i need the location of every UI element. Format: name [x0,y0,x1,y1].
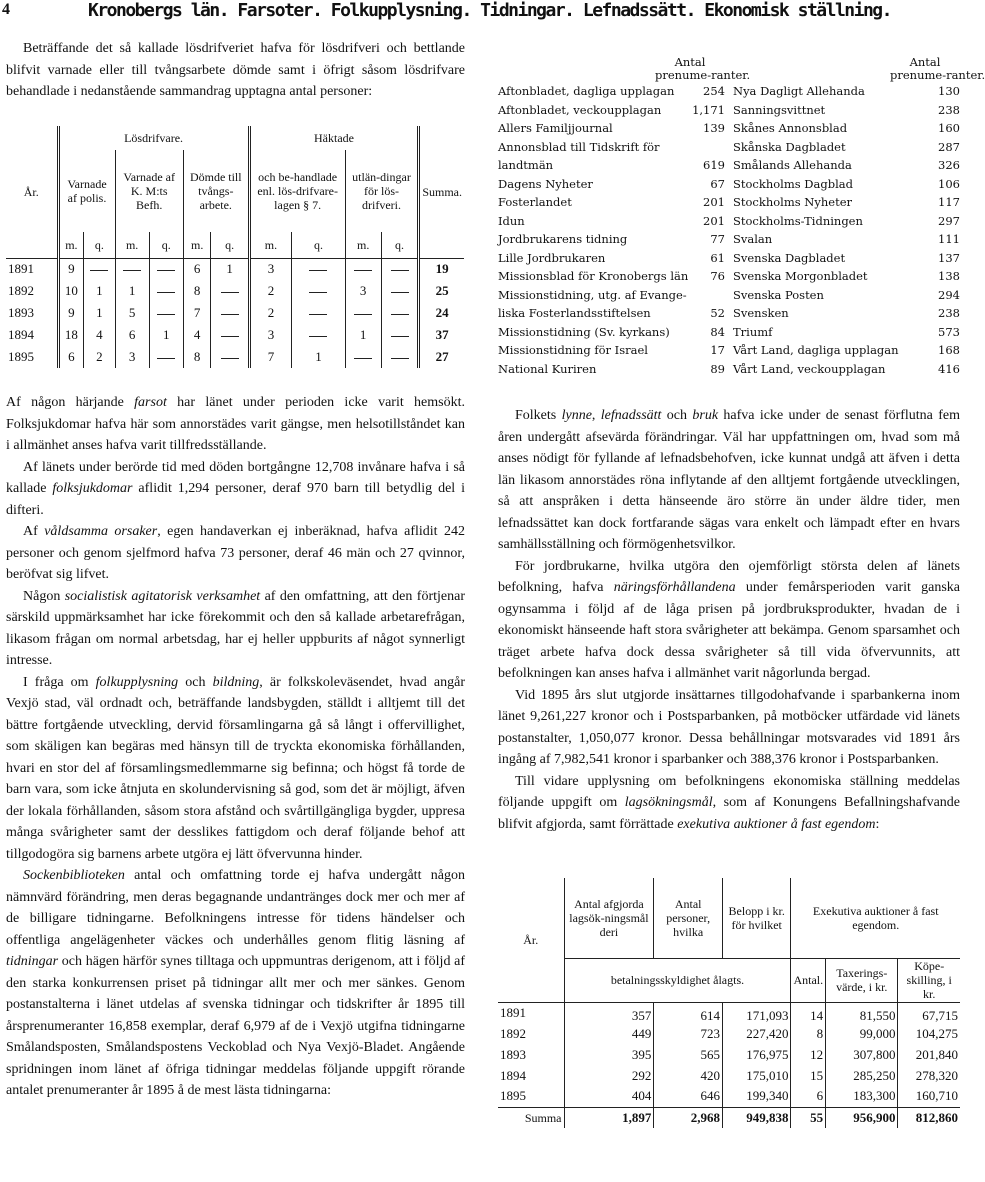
newspaper-name: Svensken [733,306,789,320]
newspaper-name: Stockholms-Tidningen [733,213,863,228]
t1-value-cell: 6 [115,324,149,346]
newspaper-row [733,267,960,286]
t2-head-kop: Köpe-skilling, i kr. [898,958,960,1002]
t1-head-m: m. [249,232,292,258]
para-sparbanker: Vid 1895 års slut utgjorde insättarnes tillgodohafvande i sparbankerna inom länet 9,261,227 kronor och i Postsparbanken, på motböcker utfärdade vid länets postanstalter, 1,050,077 kronor. Dessa behållningar motsvarades vid 1891 års ingång af 7,982,541 kronor i sparbanker och 388,376 kronor i Postsparbanken. [498,687,960,767]
t1-value-cell: 7 [249,346,292,368]
newspaper-name: Skånska Dagbladet [733,139,846,154]
t1-head-varnade-km: Varnade af K. M:ts Befh. [115,150,183,232]
t1-value-cell [149,280,183,302]
newspaper-row [498,323,725,342]
t1-sum-cell: 24 [419,302,464,324]
newspaper-name: Svalan [733,232,773,246]
t1-value-cell: 8 [183,280,211,302]
t2-value-cell: 14 [791,1002,826,1023]
t2-value-cell: 420 [654,1065,723,1086]
para-farsot: Af någon härjande farsot har länet under perioden icke varit hemsökt. Folksjukdomar hafva här som annorstädes varit gängse, men helsotillståndet kan i allmänhet anses hafva varit tillfredsställande. [6,395,465,453]
newspaper-count: 137 [938,250,960,265]
t2-value-cell: 176,975 [722,1044,791,1065]
table-row [6,258,464,280]
t2-head-belopp: Belopp i kr. för hvilket [722,878,791,958]
newspaper-head-left [498,40,751,82]
newspaper-row [733,360,960,379]
t1-head-q: q. [84,232,115,258]
newspaper-count: 130 [938,84,960,98]
t2-value-cell: 292 [564,1065,654,1086]
newspaper-count: 89 [710,361,725,376]
newspaper-name: Allers Familjjournal [498,121,613,135]
t1-year-cell: 1891 [8,261,34,277]
newspaper-name: Smålands Allehanda [733,158,852,172]
newspaper-row [733,156,960,175]
para-socialistisk: Någon socialistisk agitatorisk verksamhet af den omfattning, att den förtjenar särskild uppmärksamhet har icke förekommit och den så kallade arbetarefrågan, likasom frågan om normal arbetsdag, har ej heller uppburits af något synnerligt intresse. [6,588,465,668]
t1-head-q: q. [292,232,345,258]
t1-value-cell: 1 [115,280,149,302]
newspaper-count: 297 [938,213,960,228]
t1-head-domde: Dömde till tvångs-arbete. [183,150,249,232]
t2-value-cell: 307,800 [826,1044,898,1065]
newspaper-row [498,138,725,157]
t1-value-cell [211,346,249,368]
newspaper-count: 138 [938,269,960,283]
t1-value-cell [149,346,183,368]
table-row [6,302,464,324]
head-prenum: prenume-ranter. [655,68,751,82]
t2-value-cell: 646 [654,1086,723,1107]
t1-head-m: m. [115,232,149,258]
newspaper-name: Missionstidning, utg. af Evange- [498,287,687,302]
newspaper-row [498,230,725,249]
t1-value-cell: 3 [115,346,149,368]
newspaper-list-left [498,40,751,378]
t2-sum-cell: 956,900 [826,1107,898,1128]
newspaper-head-right [733,40,985,82]
newspaper-row [498,82,725,101]
t1-value-cell: 2 [249,302,292,324]
newspaper-row [498,286,725,305]
right-body-text [498,405,960,835]
t2-value-cell: 395 [564,1044,654,1065]
page-number: 4 [2,1,10,18]
t1-head-q: q. [211,232,249,258]
t1-value-cell: 3 [249,324,292,346]
newspaper-row [733,341,960,360]
newspaper-count: 77 [710,232,725,246]
newspaper-count: 1,171 [692,102,725,117]
newspaper-row [733,175,960,194]
newspaper-count: 294 [938,287,960,302]
t1-value-cell [292,280,345,302]
newspaper-name: Aftonbladet, dagliga upplagan [498,84,675,98]
table-row [6,324,464,346]
t1-value-cell: 7 [183,302,211,324]
lawsuit-auction-table [498,878,960,1128]
para-sockenbibliotek: Sockenbiblioteken antal och omfattning torde ej hafva undergått någon nämnvärd förändring, men deras begagnande undantränges dock mer och mer af de billigare tidningarne. Befolkningens intresse för tidens händelser och offentliga angelägenheter väckes och underhålles genom flitig läsning af tidningar och hägen härför synes tilltaga och uppmuntras derigenom, att i följd af den starka konkurrensen priset på tidningar allt mer och mer sänkes. Genom postanstalterna i länet utdelas af svenska tidningar och tidskrifter år 1895 till årsprenumeranter 16,858 exemplar, deraf 6,979 af de i Vexjö utgifna tidningarne Smålandsposten, Smålandspostens Veckoblad och Nya Vexjö-Bladet. Angående spridningen inom länet af öfriga tidningar meddelas följande uppgift rörande antalet prenumeranter år 1895 å de mest lästa tidningarna: [6,868,465,1098]
t1-value-cell: 9 [58,302,84,324]
t2-value-cell: 6 [791,1086,826,1107]
t1-value-cell [149,258,183,280]
t1-year-cell: 1892 [8,283,34,298]
t1-value-cell [345,258,381,280]
t1-value-cell [345,346,381,368]
newspaper-count [697,138,725,157]
newspaper-count: 106 [938,176,960,191]
newspaper-count: 238 [938,306,960,320]
newspaper-row [733,119,960,138]
t1-value-cell: 10 [58,280,84,302]
t2-year-cell: 1894 [500,1067,526,1083]
t2-sum-label: Summa [498,1107,564,1128]
newspaper-name: National Kuriren [498,361,597,376]
newspaper-row [498,101,725,120]
para-lefnadssatt: Folkets lynne, lefnadssätt och bruk hafva icke under de senast förflutna fem åren undergått afsevärda förändringar. Väl har uppfattningen om, hvad som må anses nödigt för fyllande af lefnadsbehofven, icke kunnat undgå att äfven i detta län likasom annorstädes röna inflytande af den alltjemt fortgående utvecklingen, så att anspråken i detta hänseende äro större än under äldre tider, men lefnadssättet kan dock fortfarande sägas vara enkelt och lämpadt efter en hvars samhällsställning och förmögenhetsvilkor. [498,408,961,552]
newspaper-list-right [733,40,985,378]
t1-head-varnade-polis: Varnade af polis. [58,150,115,232]
t2-value-cell: 614 [654,1002,723,1023]
newspaper-name: Svenska Dagbladet [733,250,846,265]
t1-value-cell [292,324,345,346]
t2-value-cell: 99,000 [826,1023,898,1044]
t1-head-year: År. [23,184,39,199]
newspaper-count: 61 [710,250,725,265]
t1-head-q: q. [149,232,183,258]
t1-value-cell: 3 [249,258,292,280]
intro-text: Beträffande det så kallade lösdrifveriet hafva för lösdrifveri och bettlande blifvit varnade eller till tvångsarbete dömde samt i öfrigt såsom lösdrifvare behandlade i nedanstående sammandrag upptagna antal personer: [6,41,465,99]
t1-value-cell [381,346,419,368]
para-valdsamma: Af våldsamma orsaker, egen handaverkan ej inberäknad, hafva aflidit 242 personer och genom sjelfmord hafva 73 personer, deraf 46 män och 27 qvinnor, beröfvat sig lifvet. [6,524,465,582]
t2-head-personer: Antal personer, hvilka [654,878,723,958]
newspaper-row [498,175,725,194]
t1-value-cell [381,280,419,302]
t1-value-cell [211,324,249,346]
t1-value-cell: 8 [183,346,211,368]
t1-value-cell [292,258,345,280]
newspaper-row [733,230,960,249]
running-title: Kronobergs län. Farsoter. Folkupplysning. Tidningar. Lefnadssätt. Ekonomisk ställning. [88,0,891,21]
table-row [6,280,464,302]
t1-sum-cell: 37 [419,324,464,346]
t2-value-cell: 183,300 [826,1086,898,1107]
newspaper-name: landtmän [498,158,554,172]
t1-value-cell: 1 [149,324,183,346]
newspaper-row [498,119,725,138]
t2-head-year: År. [523,932,539,947]
newspaper-name: Skånes Annonsblad [733,121,848,135]
newspaper-row [498,212,725,231]
newspaper-row [498,249,725,268]
t1-value-cell: 4 [84,324,115,346]
t2-head-betal: betalningsskyldighet ålagts. [564,958,791,1002]
t2-sum-row [498,1107,960,1128]
newspaper-name: Svenska Posten [733,287,824,302]
t1-value-cell [381,258,419,280]
t1-sum-cell: 19 [419,258,464,280]
t2-value-cell: 12 [791,1044,826,1065]
t1-value-cell: 2 [84,346,115,368]
t1-value-cell: 1 [292,346,345,368]
t1-head-summa: Summa. [419,126,464,258]
t2-year-cell: 1895 [500,1088,526,1104]
t2-value-cell: 171,093 [722,1002,791,1023]
t2-value-cell: 565 [654,1044,723,1065]
head-antal-2: Antal [909,55,941,69]
t1-head-m: m. [183,232,211,258]
newspaper-row [498,360,725,379]
newspaper-name: Nya Dagligt Allehanda [733,84,865,98]
intro-paragraph [6,38,465,103]
t2-value-cell: 81,550 [826,1002,898,1023]
head-prenum-2: prenume-ranter. [890,68,985,82]
newspaper-count: 201 [703,195,725,209]
t2-head-antal: Antal. [791,958,826,1002]
table-row [498,1002,960,1023]
newspaper-name: Aftonbladet, veckoupplagan [498,102,662,117]
newspaper-row [733,304,960,323]
newspaper-name: Fosterlandet [498,195,572,209]
newspaper-name: Lille Jordbrukaren [498,250,606,265]
newspaper-count: 254 [703,84,725,98]
para-jordbrukarne: För jordbrukarne, hvilka utgöra den ojemförligt största delen af länets befolkning, hafva näringsförhållandena under femårsperioden varit ganska ogynsamma i följd af de låga prisen på jordbruksprodukter, hvadan de i ekonomiskt hänseende haft stora svårigheter att bekämpa. Genom sparsamhet och träget arbete hafva dock dessa svårigheter så till vida öfvervunnits, att befolkningen kan anses hafva i allmänhet varit någorlunda bergad. [498,558,960,681]
t2-value-cell: 357 [564,1002,654,1023]
table-row [498,1044,960,1065]
newspaper-count: 160 [938,121,960,135]
t1-value-cell: 3 [345,280,381,302]
head-antal: Antal [674,55,706,69]
t2-head-exek: Exekutiva auktioner å fast egendom. [791,878,960,958]
newspaper-count: 326 [938,158,960,172]
newspaper-row [498,156,725,175]
t2-year-cell: 1892 [500,1025,526,1041]
newspaper-row [733,82,960,101]
table-row [498,1086,960,1107]
para-lagsokning: Till vidare upplysning om befolkningens ekonomiska ställning meddelas följande uppgift om lagsökningsmål, som af Konungens Befallningshafvande blifvit afgjorda, samt förrättade exekutiva auktioner å fast egendom: [498,773,960,832]
t1-sum-cell: 27 [419,346,464,368]
newspaper-row [733,101,960,120]
t2-value-cell: 278,320 [898,1065,960,1086]
t2-value-cell: 723 [654,1023,723,1044]
left-body-text [6,392,465,1102]
newspaper-count: 117 [938,195,960,209]
newspaper-name: Stockholms Dagblad [733,176,853,191]
newspaper-count: 139 [703,121,725,135]
newspaper-row [733,193,960,212]
para-folksjukdomar: Af länets under berörde tid med döden bortgångne 12,708 invånare hafva i så kallade folksjukdomar aflidit 1,294 personer, deraf 970 barn till betydlig del i difteri. [6,459,466,518]
newspaper-row [733,323,960,342]
newspaper-name: Annonsblad till Tidskrift för [498,139,660,154]
para-folkupplysning: I fråga om folkupplysning och bildning, är folkskoleväsendet, hvad angår Vexjö stad, väl ordnadt och, beträffande landsbygden, ställdt i alltjemt till det bättre fortgående utveckling, dervid församlingarna gå så långt i offervillighet, som skäligen kan begäras med hänsyn till de tryckta ekonomiska förhållanden, hvari en stor del af församlingsmedlemmarne sig befinna; och högst få torde de barn vara, som icke åtnjuta en skolundervisning så god, som det är möjligt, äfven der lokala förhållanden, såsom stora afstånd och svårtillgängliga bygder, uppresa många svårigheter samt der desslikes fattigdom och deraf följande behof att tillgodogöra sig barnens arbete utgöra ej lätt öfvervunna hinder. [6,674,465,862]
newspaper-row [498,341,725,360]
t1-value-cell: 1 [84,280,115,302]
t2-sum-cell: 1,897 [564,1107,654,1128]
t2-value-cell: 199,340 [722,1086,791,1107]
newspaper-name: Svenska Morgonbladet [733,269,868,283]
t1-value-cell: 1 [345,324,381,346]
t1-year-cell: 1895 [8,349,34,364]
newspaper-count: 573 [938,324,960,339]
t2-sum-cell: 55 [791,1107,826,1128]
newspaper-name: Sanningsvittnet [733,102,826,117]
newspaper-row [733,286,960,305]
t2-value-cell: 285,250 [826,1065,898,1086]
t1-value-cell: 9 [58,258,84,280]
t1-sum-cell: 25 [419,280,464,302]
table-row [498,1065,960,1086]
t1-value-cell [345,302,381,324]
t1-value-cell [211,302,249,324]
t1-year-cell: 1894 [8,327,34,342]
newspaper-name: Missionsblad för Kronobergs län [498,269,689,283]
newspaper-row [733,249,960,268]
t1-value-cell: 1 [211,258,249,280]
t2-year-cell: 1893 [500,1046,526,1062]
t2-sum-cell: 2,968 [654,1107,723,1128]
newspaper-count [697,286,725,305]
t2-head-afgjorda: Antal afgjorda lagsök-ningsmål deri [564,878,654,958]
newspaper-count: 76 [710,269,725,283]
newspaper-name: Stockholms Nyheter [733,195,852,209]
table-row [6,346,464,368]
t2-value-cell: 8 [791,1023,826,1044]
newspaper-row [498,304,725,323]
t1-value-cell: 6 [58,346,84,368]
vagrancy-table [6,126,464,368]
newspaper-count: 111 [938,232,960,246]
newspaper-row [498,193,725,212]
newspaper-name: Vårt Land, dagliga upplagan [733,343,899,357]
newspaper-count: 619 [703,158,725,172]
t1-head-group-losdrifvare: Lösdrifvare. [58,126,249,150]
newspaper-name: liska Fosterlandsstiftelsen [498,306,651,320]
t1-head-q: q. [381,232,419,258]
t1-head-m: m. [58,232,84,258]
t1-value-cell: 18 [58,324,84,346]
t1-head-behandlade: och be-handlade enl. lös-drifvare-lagen § 7. [249,150,345,232]
t2-value-cell: 404 [564,1086,654,1107]
t1-head-utlandingar: utlän-dingar för lös-drifveri. [345,150,419,232]
newspaper-name: Dagens Nyheter [498,176,593,191]
newspaper-count: 416 [938,361,960,376]
t1-head-m: m. [345,232,381,258]
t1-value-cell: 1 [84,302,115,324]
newspaper-name: Triumf [733,324,773,339]
t2-value-cell: 67,715 [898,1002,960,1023]
newspaper-row [733,138,960,157]
t1-value-cell [292,302,345,324]
t2-head-tax: Taxerings-värde, i kr. [826,958,898,1002]
t1-head-group-haktade: Häktade [249,126,419,150]
table-row [498,1023,960,1044]
newspaper-name: Jordbrukarens tidning [498,232,628,246]
newspaper-name: Idun [498,213,525,228]
t2-value-cell: 449 [564,1023,654,1044]
newspaper-row [498,267,725,286]
t2-value-cell: 15 [791,1065,826,1086]
t2-value-cell: 104,275 [898,1023,960,1044]
newspaper-count: 201 [703,213,725,228]
t2-sum-cell: 812,860 [898,1107,960,1128]
t1-value-cell [381,324,419,346]
newspaper-count: 52 [710,306,725,320]
t1-value-cell [149,302,183,324]
newspaper-count: 67 [710,176,725,191]
newspaper-count: 168 [938,343,960,357]
t2-value-cell: 227,420 [722,1023,791,1044]
t2-value-cell: 201,840 [898,1044,960,1065]
newspaper-count: 17 [710,343,725,357]
t1-value-cell: 6 [183,258,211,280]
t1-value-cell: 4 [183,324,211,346]
t2-sum-cell: 949,838 [722,1107,791,1128]
t1-value-cell [115,258,149,280]
t1-value-cell: 5 [115,302,149,324]
newspaper-row [733,212,960,231]
newspaper-name: Vårt Land, veckoupplagan [733,361,886,376]
t2-value-cell: 160,710 [898,1086,960,1107]
newspaper-count: 287 [938,139,960,154]
newspaper-count: 238 [938,102,960,117]
t2-value-cell: 175,010 [722,1065,791,1086]
newspaper-count: 84 [710,324,725,339]
t2-year-cell: 1891 [500,1004,526,1020]
t1-value-cell [84,258,115,280]
newspaper-name: Missionstidning för Israel [498,343,648,357]
newspaper-name: Missionstidning (Sv. kyrkans) [498,324,670,339]
t1-year-cell: 1893 [8,305,34,320]
page-header [0,0,960,26]
t1-value-cell [381,302,419,324]
t1-value-cell [211,280,249,302]
t1-value-cell: 2 [249,280,292,302]
